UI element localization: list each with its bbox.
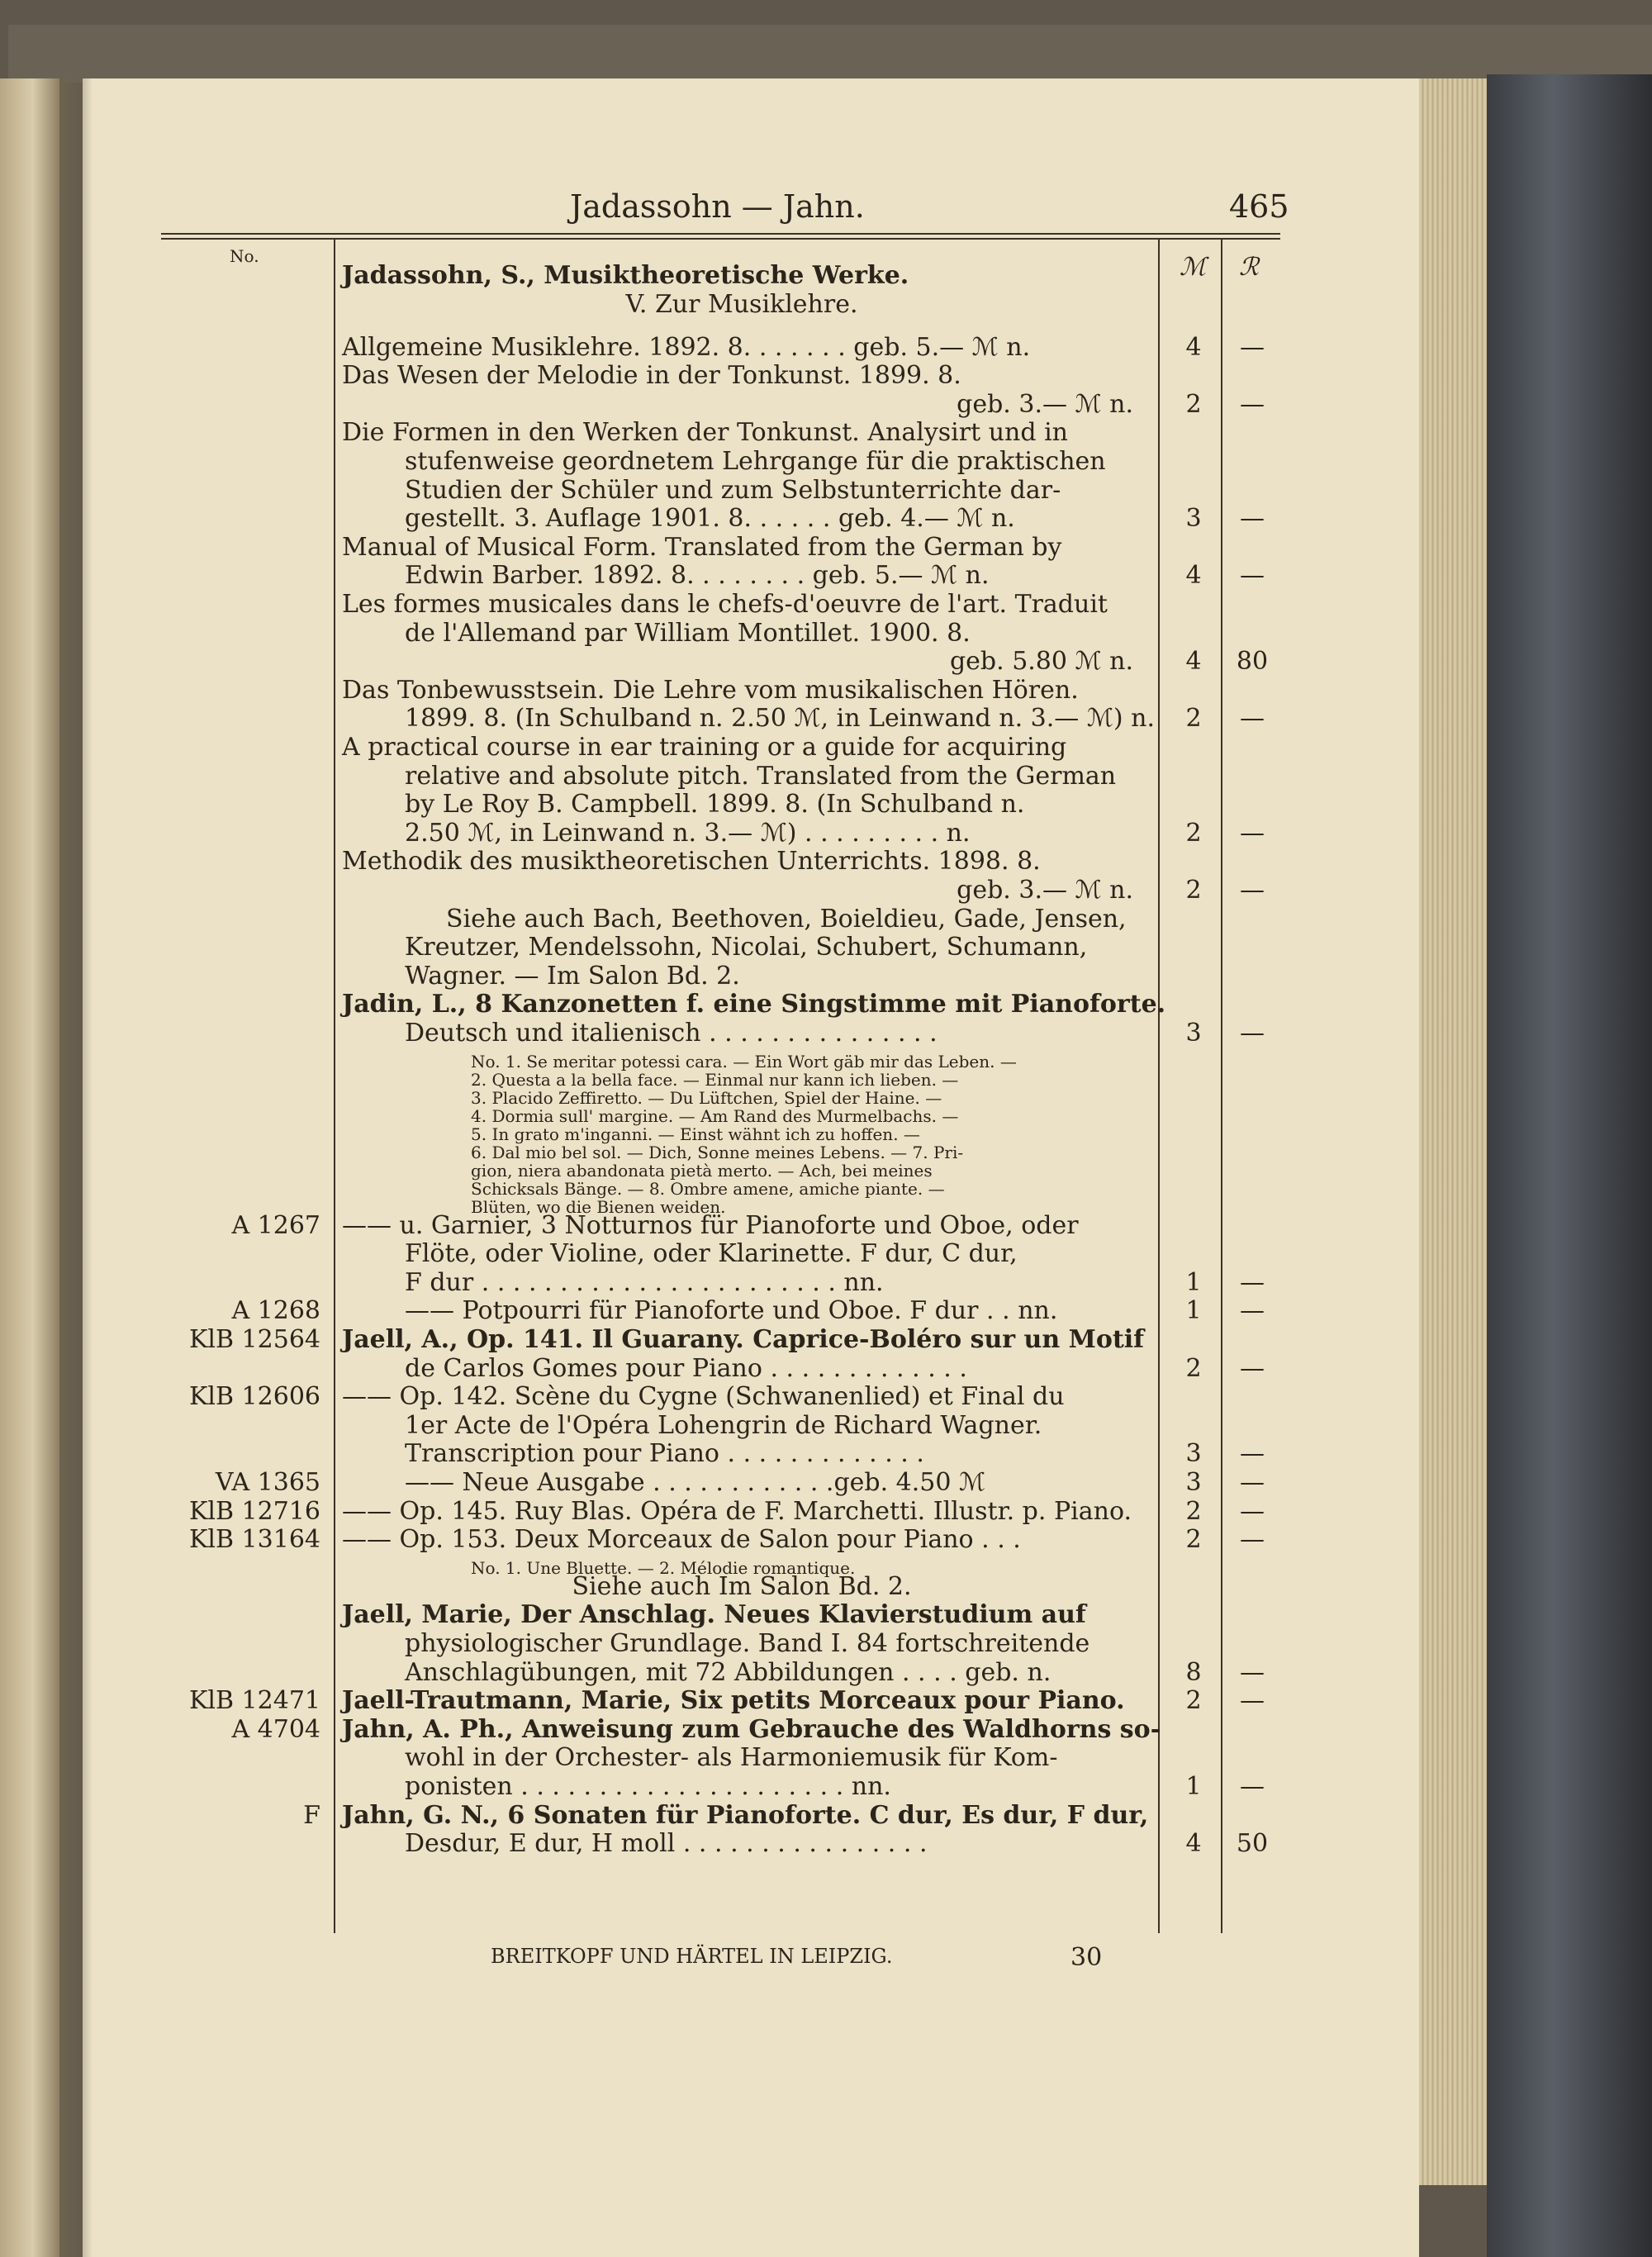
catalog-number: KlB 13164 bbox=[188, 1525, 320, 1554]
entry-text: Anschlagübungen, mit 72 Abbildungen . . . . geb. n. bbox=[405, 1658, 1051, 1687]
entry-row bbox=[0, 1439, 1652, 1467]
entry-text: Siehe auch Im Salon Bd. 2. bbox=[572, 1572, 912, 1601]
entry-row bbox=[0, 504, 1652, 532]
price-mark: 2 bbox=[1185, 1525, 1202, 1554]
entry-row bbox=[0, 933, 1652, 961]
header-rule-2 bbox=[161, 238, 1280, 240]
entry-text: geb. 3.— ℳ n. bbox=[957, 390, 1133, 419]
entry-text: 5. In grato m'inganni. — Einst wähnt ich zu hoffen. — bbox=[471, 1124, 920, 1144]
entry-text: Manual of Musical Form. Translated from the German by bbox=[342, 533, 1062, 562]
entry-text: Kreutzer, Mendelssohn, Nicolai, Schubert, Schumann, bbox=[405, 933, 1088, 962]
catalog-number: VA 1365 bbox=[215, 1468, 320, 1497]
catalog-number: KlB 12564 bbox=[188, 1325, 320, 1354]
entry-row bbox=[0, 962, 1652, 990]
price-pfennig: — bbox=[1240, 1772, 1265, 1801]
entry-row bbox=[0, 1019, 1652, 1047]
price-mark: 1 bbox=[1185, 1268, 1202, 1297]
entry-row bbox=[0, 676, 1652, 704]
price-mark: 3 bbox=[1185, 1468, 1202, 1497]
entry-text: Jadassohn, S., Musiktheoretische Werke. bbox=[342, 261, 909, 290]
entry-text: Das Wesen der Melodie in der Tonkunst. 1899. 8. bbox=[342, 361, 961, 390]
entry-text: geb. 3.— ℳ n. bbox=[957, 876, 1133, 905]
catalog-number: A 4704 bbox=[231, 1715, 320, 1744]
price-mark: 1 bbox=[1185, 1772, 1202, 1801]
price-pfennig: — bbox=[1240, 1019, 1265, 1048]
sheet-number: 30 bbox=[1070, 1943, 1103, 1972]
entry-text: A practical course in ear training or a guide for acquiring bbox=[342, 733, 1067, 762]
entry-text: Studien der Schüler und zum Selbstunterrichte dar- bbox=[405, 476, 1061, 505]
entry-text: 1er Acte de l'Opéra Lohengrin de Richard Wagner. bbox=[405, 1411, 1042, 1440]
price-pfennig: 50 bbox=[1236, 1829, 1269, 1858]
entry-row bbox=[0, 790, 1652, 818]
entry-row bbox=[0, 1572, 1652, 1600]
entry-text: No. 1. Une Bluette. — 2. Mélodie romantique. bbox=[471, 1558, 856, 1578]
entry-row bbox=[0, 261, 1652, 289]
entry-row bbox=[0, 1497, 1652, 1525]
entry-text: —— Op. 153. Deux Morceaux de Salon pour Piano . . . bbox=[342, 1525, 1021, 1554]
entry-row bbox=[0, 361, 1652, 389]
catalog-number: A 1268 bbox=[231, 1296, 320, 1325]
entry-text: Das Tonbewusstsein. Die Lehre vom musikalischen Hören. bbox=[342, 676, 1079, 705]
entry-row bbox=[0, 876, 1652, 904]
price-pfennig: — bbox=[1240, 504, 1265, 533]
entry-text: Siehe auch Bach, Beethoven, Boieldieu, Gade, Jensen, bbox=[446, 905, 1127, 934]
entry-text: —— Potpourri für Pianoforte und Oboe. F dur . . nn. bbox=[405, 1296, 1058, 1325]
price-mark: 3 bbox=[1185, 1019, 1202, 1048]
entry-row bbox=[0, 1686, 1652, 1714]
price-pfennig: — bbox=[1240, 1497, 1265, 1526]
entry-row bbox=[0, 762, 1652, 790]
entry-text: Schicksals Bänge. — 8. Ombre amene, amiche piante. — bbox=[471, 1179, 945, 1199]
entry-text: —— u. Garnier, 3 Notturnos für Pianoforte und Oboe, oder bbox=[342, 1211, 1079, 1240]
price-mark: 3 bbox=[1185, 1439, 1202, 1468]
entry-row bbox=[0, 1743, 1652, 1771]
entry-text: de Carlos Gomes pour Piano . . . . . . . . . . . . . bbox=[405, 1354, 967, 1383]
entry-row bbox=[0, 1411, 1652, 1439]
entry-text: Jadin, L., 8 Kanzonetten f. eine Singstimme mit Pianoforte. bbox=[342, 990, 1166, 1019]
entry-text: physiologischer Grundlage. Band I. 84 fortschreitende bbox=[405, 1629, 1090, 1658]
entry-text: gestellt. 3. Auflage 1901. 8. . . . . . geb. 4.— ℳ n. bbox=[405, 504, 1015, 533]
price-pfennig: 80 bbox=[1236, 647, 1269, 676]
entry-row bbox=[0, 1801, 1652, 1829]
entry-row bbox=[0, 905, 1652, 933]
price-mark: 2 bbox=[1185, 819, 1202, 848]
price-mark: 4 bbox=[1185, 647, 1202, 676]
entry-row bbox=[0, 1829, 1652, 1857]
price-pfennig: — bbox=[1240, 1296, 1265, 1325]
price-mark: 2 bbox=[1185, 390, 1202, 419]
entry-row bbox=[0, 1468, 1652, 1496]
catalog-number: F bbox=[303, 1801, 320, 1830]
price-mark: 3 bbox=[1185, 504, 1202, 533]
entry-row bbox=[0, 1772, 1652, 1800]
entry-row bbox=[0, 290, 1652, 318]
header-rule bbox=[161, 233, 1280, 235]
price-pfennig: — bbox=[1240, 1525, 1265, 1554]
entry-row bbox=[0, 847, 1652, 875]
entry-row bbox=[0, 733, 1652, 761]
entry-row bbox=[0, 476, 1652, 504]
entry-text: 4. Dormia sull' margine. — Am Rand des Murmelbachs. — bbox=[471, 1106, 959, 1126]
mark-column-label: ℳ bbox=[1180, 253, 1207, 282]
price-mark: 2 bbox=[1185, 876, 1202, 905]
entry-text: —— Neue Ausgabe . . . . . . . . . . . .geb. 4.50 ℳ bbox=[405, 1468, 986, 1497]
catalog-number: KlB 12471 bbox=[188, 1686, 320, 1715]
price-mark: 2 bbox=[1185, 1686, 1202, 1715]
entry-text: No. 1. Se meritar potessi cara. — Ein Wort gäb mir das Leben. — bbox=[471, 1052, 1017, 1071]
entry-text: Jaell, Marie, Der Anschlag. Neues Klavierstudium auf bbox=[342, 1600, 1086, 1629]
entry-row bbox=[0, 533, 1652, 561]
entry-text: stufenweise geordnetem Lehrgange für die praktischen bbox=[405, 447, 1106, 476]
price-pfennig: — bbox=[1240, 876, 1265, 905]
entry-row bbox=[0, 1296, 1652, 1324]
entry-text: Wagner. — Im Salon Bd. 2. bbox=[405, 962, 740, 991]
entry-row bbox=[0, 619, 1652, 647]
entry-text: wohl in der Orchester- als Harmoniemusik für Kom- bbox=[405, 1743, 1058, 1772]
entry-text: Transcription pour Piano . . . . . . . . . . . . . bbox=[405, 1439, 924, 1468]
entry-row bbox=[0, 990, 1652, 1018]
entry-text: Die Formen in den Werken der Tonkunst. Analysirt und in bbox=[342, 418, 1068, 447]
entry-text: de l'Allemand par William Montillet. 1900. 8. bbox=[405, 619, 971, 648]
entry-row bbox=[0, 561, 1652, 589]
entry-text: by Le Roy B. Campbell. 1899. 8. (In Schulband n. bbox=[405, 790, 1025, 819]
entry-text: Blüten, wo die Bienen weiden. bbox=[471, 1197, 726, 1217]
entry-text: —— Op. 145. Ruy Blas. Opéra de F. Marchetti. Illustr. p. Piano. bbox=[342, 1497, 1132, 1526]
entry-text: Jaell, A., Op. 141. Il Guarany. Caprice-Boléro sur un Motif bbox=[342, 1325, 1145, 1354]
catalog-number: KlB 12606 bbox=[188, 1382, 320, 1411]
catalog-number: KlB 12716 bbox=[188, 1497, 320, 1526]
entry-text: gion, niera abandonata pietà merto. — Ach, bei meines bbox=[471, 1161, 933, 1181]
entry-row bbox=[0, 819, 1652, 847]
price-pfennig: — bbox=[1240, 819, 1265, 848]
entry-row bbox=[0, 1658, 1652, 1686]
entry-text: Edwin Barber. 1892. 8. . . . . . . . geb. 5.— ℳ n. bbox=[405, 561, 990, 590]
entry-row bbox=[0, 418, 1652, 446]
pfennig-column-label: ℛ bbox=[1239, 253, 1259, 282]
entry-row bbox=[0, 390, 1652, 418]
entry-row bbox=[0, 333, 1652, 361]
price-mark: 1 bbox=[1185, 1296, 1202, 1325]
entry-text: 3. Placido Zeffiretto. — Du Lüftchen, Spiel der Haine. — bbox=[471, 1088, 942, 1108]
price-mark: 4 bbox=[1185, 333, 1202, 362]
entry-text: ponisten . . . . . . . . . . . . . . . . . . . . . nn. bbox=[405, 1772, 891, 1801]
price-pfennig: — bbox=[1240, 1268, 1265, 1297]
price-pfennig: — bbox=[1240, 1439, 1265, 1468]
entry-row bbox=[0, 1382, 1652, 1410]
entry-text: 2. Questa a la bella face. — Einmal nur kann ich lieben. — bbox=[471, 1070, 959, 1090]
entry-text: —— Op. 142. Scène du Cygne (Schwanenlied) et Final du bbox=[342, 1382, 1065, 1411]
price-mark: 2 bbox=[1185, 1497, 1202, 1526]
entry-row bbox=[0, 1325, 1652, 1353]
entry-text: Allgemeine Musiklehre. 1892. 8. . . . . . . geb. 5.— ℳ n. bbox=[342, 333, 1031, 362]
entry-text: Methodik des musiktheoretischen Unterrichts. 1898. 8. bbox=[342, 847, 1041, 876]
price-pfennig: — bbox=[1240, 333, 1265, 362]
entry-row bbox=[0, 1268, 1652, 1296]
price-pfennig: — bbox=[1240, 1658, 1265, 1687]
entry-text: 6. Dal mio bel sol. — Dich, Sonne meines Lebens. — 7. Pri- bbox=[471, 1143, 964, 1162]
price-mark: 4 bbox=[1185, 561, 1202, 590]
publisher-footer: BREITKOPF UND HÄRTEL IN LEIPZIG. bbox=[491, 1945, 893, 1968]
entry-text: 1899. 8. (In Schulband n. 2.50 ℳ, in Leinwand n. 3.— ℳ) n. bbox=[405, 704, 1156, 733]
price-mark: 2 bbox=[1185, 704, 1202, 733]
catalog-number: A 1267 bbox=[231, 1211, 320, 1240]
price-pfennig: — bbox=[1240, 390, 1265, 419]
price-pfennig: — bbox=[1240, 704, 1265, 733]
price-pfennig: — bbox=[1240, 1686, 1265, 1715]
page-number: 465 bbox=[1229, 188, 1289, 225]
entry-row bbox=[0, 1354, 1652, 1382]
entry-text: Les formes musicales dans le chefs-d'oeuvre de l'art. Traduit bbox=[342, 590, 1108, 619]
price-pfennig: — bbox=[1240, 1354, 1265, 1383]
entry-row bbox=[0, 1239, 1652, 1267]
entry-row bbox=[0, 590, 1652, 618]
page-header bbox=[0, 188, 1652, 238]
entry-row bbox=[0, 1211, 1652, 1239]
entry-text: Desdur, E dur, H moll . . . . . . . . . . . . . . . . bbox=[405, 1829, 928, 1858]
entry-text: F dur . . . . . . . . . . . . . . . . . . . . . . . nn. bbox=[405, 1268, 884, 1297]
entry-text: Deutsch und italienisch . . . . . . . . . . . . . . . bbox=[405, 1019, 938, 1048]
price-mark: 8 bbox=[1185, 1658, 1202, 1687]
entry-text: Jahn, A. Ph., Anweisung zum Gebrauche des Waldhorns so- bbox=[342, 1715, 1161, 1744]
no-column-label: No. bbox=[230, 246, 259, 266]
scanner-tape bbox=[8, 25, 1652, 83]
price-pfennig: — bbox=[1240, 1468, 1265, 1497]
price-mark: 4 bbox=[1185, 1829, 1202, 1858]
entry-text: relative and absolute pitch. Translated from the German bbox=[405, 762, 1117, 791]
entry-row bbox=[0, 647, 1652, 675]
running-title: Jadassohn — Jahn. bbox=[570, 188, 865, 225]
entry-text: Jaell-Trautmann, Marie, Six petits Morceaux pour Piano. bbox=[342, 1686, 1125, 1715]
entry-text: 2.50 ℳ, in Leinwand n. 3.— ℳ) . . . . . . . . . n. bbox=[405, 819, 971, 848]
entry-row bbox=[0, 1715, 1652, 1743]
price-pfennig: — bbox=[1240, 561, 1265, 590]
entry-row bbox=[0, 447, 1652, 475]
entry-text: geb. 5.80 ℳ n. bbox=[949, 647, 1133, 676]
entry-row bbox=[0, 1525, 1652, 1553]
entry-text: V. Zur Musiklehre. bbox=[625, 290, 858, 319]
entry-text: Flöte, oder Violine, oder Klarinette. F dur, C dur, bbox=[405, 1239, 1018, 1268]
entry-text: Jahn, G. N., 6 Sonaten für Pianoforte. C dur, Es dur, F dur, bbox=[342, 1801, 1149, 1830]
entry-row bbox=[0, 1629, 1652, 1657]
entry-row bbox=[0, 704, 1652, 732]
entry-row bbox=[0, 1600, 1652, 1628]
price-mark: 2 bbox=[1185, 1354, 1202, 1383]
